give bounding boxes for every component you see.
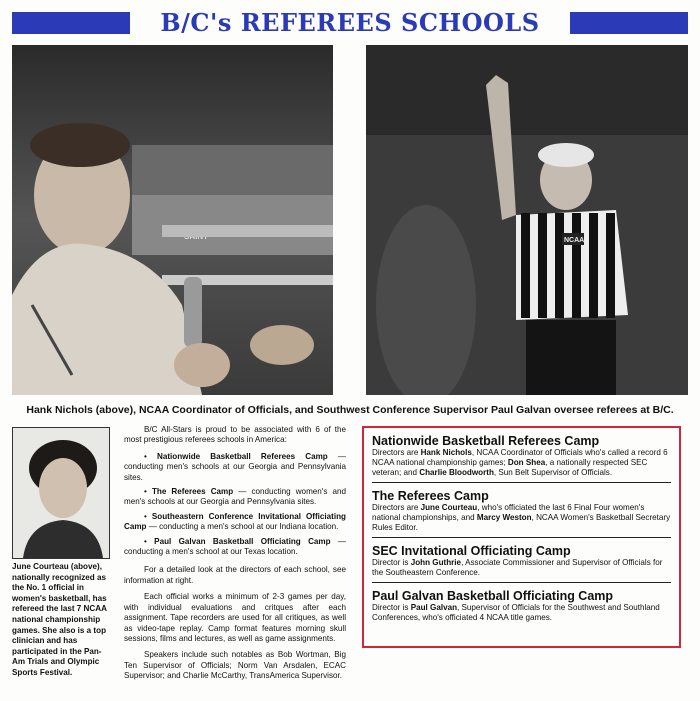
camp-directors-box: [362, 426, 681, 648]
school-item: • The Referees Camp — conducting women's and men's schools at our Georgia and Pennsylvania sites.: [124, 487, 346, 507]
camp-desc: Director is John Guthrie, Associate Commissioner and Supervisor of Officials for the Southeastern Conference.: [372, 558, 663, 577]
header-bar-right: [570, 12, 688, 34]
school-item: • Paul Galvan Basketball Officiating Camp — conducting a men's school at our Texas location.: [124, 536, 347, 557]
school-name: The Referees Camp: [151, 487, 234, 497]
photo-paul-galvan-referee: [366, 45, 688, 395]
detail-text: For a detailed look at the directors of each school, see information at right.: [124, 565, 346, 585]
school-desc: — conducting men's schools at our Georgia and Pennsylvania sites.: [124, 451, 347, 482]
header: [12, 8, 688, 38]
camp-title: Nationwide Basketball Referees Camp: [372, 434, 600, 448]
camp-desc: Directors are Hank Nichols, NCAA Coordinator of Officials who's called a record 6 NCAA national championship games; Don Shea, a nationally respected SEC veteran; and Charlie Bloodworth, Sun Belt Supervisor of Officials.: [372, 448, 668, 477]
camp-section: [372, 542, 671, 583]
camp-desc: Director is Paul Galvan, Supervisor of Officials for the Southwest and Southland Conferences, who's officiated 4 NCAA title games.: [372, 603, 660, 622]
patch-text: NCAA: [564, 237, 585, 244]
school-desc: — conducting a men's school at our Texas location.: [124, 536, 347, 557]
camp-title: Paul Galvan Basketball Officiating Camp: [372, 589, 614, 603]
camp-section: [372, 487, 671, 538]
header-bar-left: [12, 12, 130, 34]
photo-caption: Hank Nichols (above), NCAA Coordinator of Officials, and Southwest Conference Supervisor Paul Galvan oversee referees at B/C.: [26, 404, 674, 416]
camp-section: [372, 432, 671, 483]
camp-title: SEC Invitational Officiating Camp: [372, 544, 571, 558]
page-title: B/C's REFEREES SCHOOLS: [160, 8, 540, 37]
school-item: • Nationwide Basketball Referees Camp — conducting men's schools at our Georgia and Pennsylvania sites.: [124, 451, 347, 482]
speakers-text: Speakers include such notables as Bob Wortman, Big Ten Supervisor of Officials; Norm Van Arsdalen, ECAC Supervisor; and Charlie McCarthy, TransAmerica Supervisor.: [124, 650, 346, 681]
camp-title: The Referees Camp: [372, 489, 489, 503]
camp-desc: Directors are June Courteau, who's officiated the last 6 Final Four women's national championships, and Marcy Weston, NCAA Women's Basketball Secretary Rules Editor.: [372, 503, 671, 532]
school-desc: — conducting a men's school at our Indiana location.: [146, 522, 339, 532]
photo-june-courteau: [12, 427, 110, 559]
school-name: Nationwide Basketball Referees Camp: [156, 451, 328, 461]
intro-text: B/C All-Stars is proud to be associated with 6 of the most prestigious referees schools in America:: [124, 425, 346, 445]
camp-section: [372, 587, 671, 627]
school-name: Paul Galvan Basketball Officiating Camp: [154, 536, 331, 546]
photo-hank-nichols: [12, 45, 333, 395]
portrait-caption: June Courteau (above), nationally recognized as the No. 1 official in women's basketball, has refereed the last 7 NCAA national championship games. She also is a top clinician and has participated in the Pan-Am Trials and Olympic Sports Festival.: [12, 562, 107, 677]
school-item: • Southeastern Conference Invitational Officiating Camp — conducting a men's school at our Indiana location.: [124, 511, 347, 532]
format-text: Each official works a minimum of 2-3 games per day, with individual evaluations and critques after each assignment. Tape recorders are used for all critiques, as well as video-tape replay. Camp format features morning skull sessions, films and lectures, as well as game assignments.: [124, 592, 346, 643]
school-name: Southeastern Conference Invitational Officiating Camp: [124, 511, 347, 532]
middle-column: [124, 425, 346, 688]
school-desc: — conducting women's and men's schools at our Georgia and Pennsylvania sites.: [124, 487, 346, 507]
